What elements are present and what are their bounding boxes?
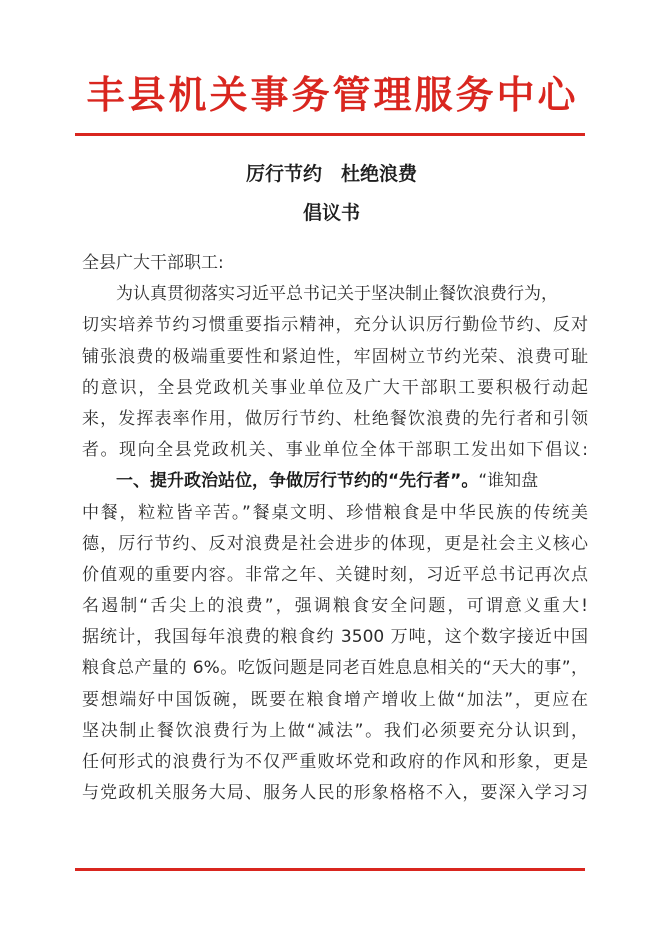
paragraph-line: 切实培养节约习惯重要指示精神，充分认识厉行勤俭节约、反对 <box>82 315 588 336</box>
paragraph-line: 要想端好中国饭碗，既要在粮食增产增收上做“加法”，更应在 <box>82 689 588 710</box>
paragraph-line: 名遏制“舌尖上的浪费”，强调粮食安全问题，可谓意义重大! <box>82 596 588 617</box>
salutation: 全县广大干部职工: <box>82 253 224 273</box>
red-divider-top <box>75 133 585 136</box>
section-heading: 一、提升政治站位，争做厉行节约的“先行者”。 <box>116 471 479 492</box>
paragraph-line: 的意识，全县党政机关事业单位及广大干部职工要积极行动起 <box>82 377 588 398</box>
paragraph-line: 与党政机关服务大局、服务人民的形象格格不入，要深入学习习 <box>82 783 588 804</box>
document-body <box>82 248 588 809</box>
paragraph-line: 来，发挥表率作用，做厉行节约、杜绝餐饮浪费的先行者和引领 <box>82 408 588 429</box>
paragraph-line: 中餐，粒粒皆辛苦。”餐桌文明、珍惜粮食是中华民族的传统美 <box>82 502 588 523</box>
paragraph-line: 价值观的重要内容。非常之年、关键时刻，习近平总书记再次点 <box>82 564 588 585</box>
section-heading-line <box>82 466 588 497</box>
red-divider-bottom <box>75 868 585 871</box>
paragraph-line: 任何形式的浪费行为不仅严重败坏党和政府的作风和形象，更是 <box>82 752 588 772</box>
paragraph-line: 者。现向全县党政机关、事业单位全体干部职工发出如下倡议: <box>82 440 588 461</box>
paragraph-line: 坚决制止餐饮浪费行为上做“减法”。我们必须要充分认识到， <box>82 720 588 741</box>
paragraph-line: 粮食总产量的 6%。吃饭问题是同老百姓息息相关的“天大的事”， <box>82 658 588 679</box>
document-subtitle: 倡议书 <box>302 202 360 224</box>
paragraph-line: 为认真贯彻落实习近平总书记关于坚决制止餐饮浪费行为， <box>116 284 558 305</box>
section-heading-tail: “谁知盘 <box>478 471 539 492</box>
org-masthead: 丰县机关事务管理服务中心 <box>86 72 579 117</box>
paragraph-line: 铺张浪费的极端重要性和紧迫性，牢固树立节约光荣、浪费可耻 <box>82 346 588 367</box>
paragraph-line: 德，厉行节约、反对浪费是社会进步的体现，更是社会主义核心 <box>82 533 588 554</box>
paragraph-line: 据统计，我国每年浪费的粮食约 3500 万吨，这个数字接近中国 <box>82 627 588 648</box>
document-title: 厉行节约 杜绝浪费 <box>245 163 417 185</box>
